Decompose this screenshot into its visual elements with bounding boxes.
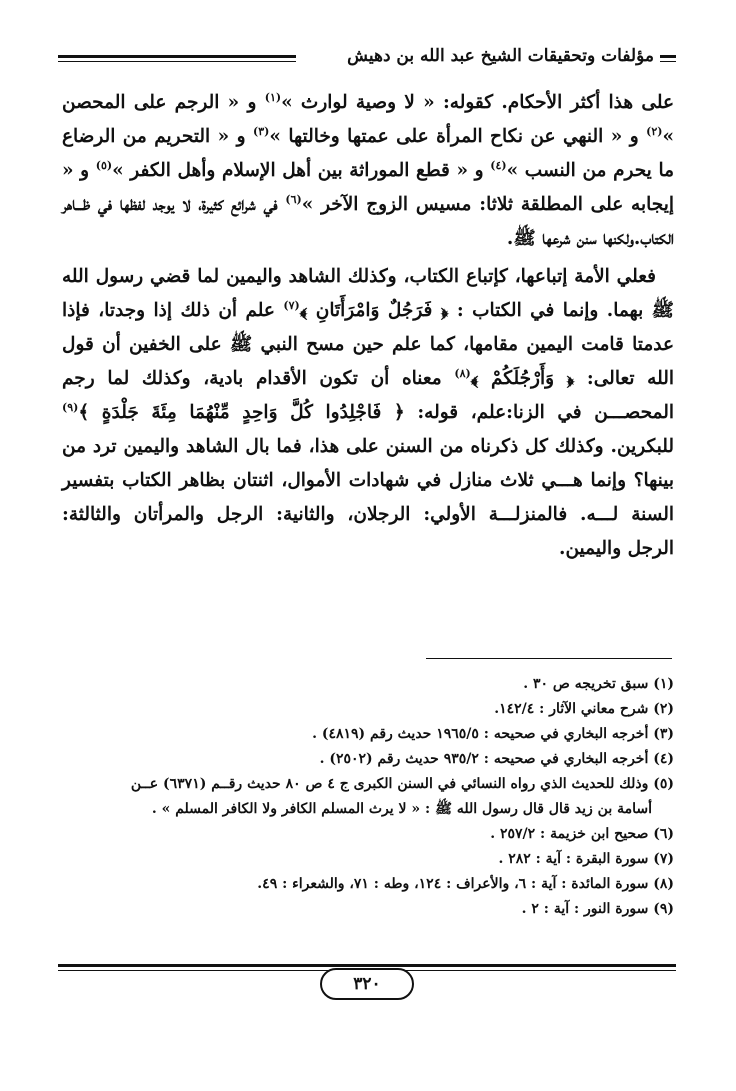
- page-footer: [58, 960, 676, 1004]
- header-title: مؤلفات وتحقيقات الشيخ عبد الله بن دهيش: [347, 46, 654, 66]
- footnote-5-continuation: أسامة بن زيد قال قال رسول الله ﷺ : « لا يرث المسلم الكافر ولا الكافر المسلم » .: [151, 801, 652, 817]
- text-segment: و « إيجابه على المطلقة ثلاثا: مسيس الزوج الآخر »: [62, 160, 674, 215]
- footnote-ref: (٦): [285, 192, 302, 206]
- paragraph-1: [62, 86, 674, 256]
- text-segment: في شرائع كثيرة، لا يوجد لفظها في ظـــاهر الكتاب.ولكنها سنن شرعها ﷺ.: [62, 194, 674, 249]
- text-segment: معناه أن تكون الأقدام بادية، وكذلك لما رجم المحصـــن في الزنا:علم، قوله: ﴿ فَاجْلِدُوا كُلَّ وَاحِدٍ مِّنْهُمَا مِئَةَ جَلْدَةٍ ﴾: [62, 368, 674, 423]
- paragraph-2: [62, 260, 674, 566]
- footnote-5: (٥) وذلك للحديث الذي رواه النسائي في السنن الكبرى ج ٤ ص ٨٠ حديث رقــم (٦٣٧١) عــن: [130, 776, 674, 792]
- footer-rule: [58, 964, 676, 967]
- footnote-9: (٩) سورة النور : آية : ٢ .: [521, 901, 674, 917]
- footnote-ref: (٧): [283, 298, 300, 312]
- text-segment: و « الرجم على المحصن »: [62, 92, 675, 147]
- footnote-4: (٤) أخرجه البخاري في صحيحه : ٩٣٥/٢ حديث رقم (٢٥٠٢) .: [319, 751, 674, 767]
- text-segment: علم أن ذلك إذا وجدتا، فإذا عدمتا قامت اليمين مقامها، كما علم حين مسح النبي ﷺ على الخفين أن قول الله تعالى: ﴿ وَأَرْجُلَكُمْ ﴾: [62, 300, 674, 389]
- footnote-6: (٦) صحيح ابن خزيمة : ٢٥٧/٢ .: [490, 826, 674, 842]
- text-segment: و « التحريم من الرضاع ما يحرم من النسب »: [62, 126, 674, 181]
- footnote-ref: (٣): [253, 124, 270, 138]
- body-text: [62, 86, 674, 566]
- running-header: [58, 44, 676, 74]
- footnote-3: (٣) أخرجه البخاري في صحيحه : ١٩٦٥/٥ حديث رقم (٤٨١٩) .: [312, 726, 674, 742]
- text-segment: على هذا أكثر الأحكام. كقوله: « لا وصية لوارث »: [281, 92, 674, 113]
- footnote-ref: (٢): [646, 124, 663, 138]
- footnote-ref: (٨): [454, 366, 471, 380]
- text-segment: فعلي الأمة إتباعها، كإتباع الكتاب، وكذلك الشاهد واليمين لما قضي رسول الله ﷺ بهما. وإنما في الكتاب : ﴿ فَرَجُلٌ وَامْرَأَتَانِ ﴾: [62, 266, 674, 321]
- footnote-ref: (١): [264, 90, 282, 104]
- footnote-separator: [426, 658, 672, 659]
- footnotes: [62, 672, 674, 922]
- footnote-1: (١) سبق تخريجه ص ٣٠ .: [523, 676, 674, 692]
- footnote-2: (٢) شرح معاني الآثار : ١٤٢/٤.: [494, 701, 674, 717]
- text-segment: و « النهي عن نكاح المرأة على عمتها وخالتها »: [269, 126, 647, 147]
- header-rule-right: [660, 55, 676, 62]
- header-rule-left: [58, 55, 296, 62]
- footnote-ref: (٩): [62, 400, 79, 414]
- text-segment: و « قطع الموراثة بين أهل الإسلام وأهل الكفر »: [112, 160, 491, 181]
- footnote-ref: (٥): [95, 158, 113, 172]
- text-segment: للبكرين. وكذلك كل ذكرناه من السنن على هذا، فما بال الشاهد واليمين ترد من بينها؟ وإنما هـــي ثلاث منازل في شهادات الأموال، اثنتان بظاهر الكتاب بتفسير السنة لـــه. فالمنزلـــة الأولي: الرجلان، والثانية: الرجل والمرأتان والثالثة: الرجل واليمين.: [62, 436, 674, 559]
- page-number: ٣٢٠: [320, 968, 414, 1000]
- footnote-8: (٨) سورة المائدة : آية : ٦، والأعراف : ١٢٤، وطه : ٧١، والشعراء : ٤٩.: [257, 876, 674, 892]
- footnote-ref: (٤): [490, 158, 507, 172]
- footnote-7: (٧) سورة البقرة : آية : ٢٨٢ .: [498, 851, 674, 867]
